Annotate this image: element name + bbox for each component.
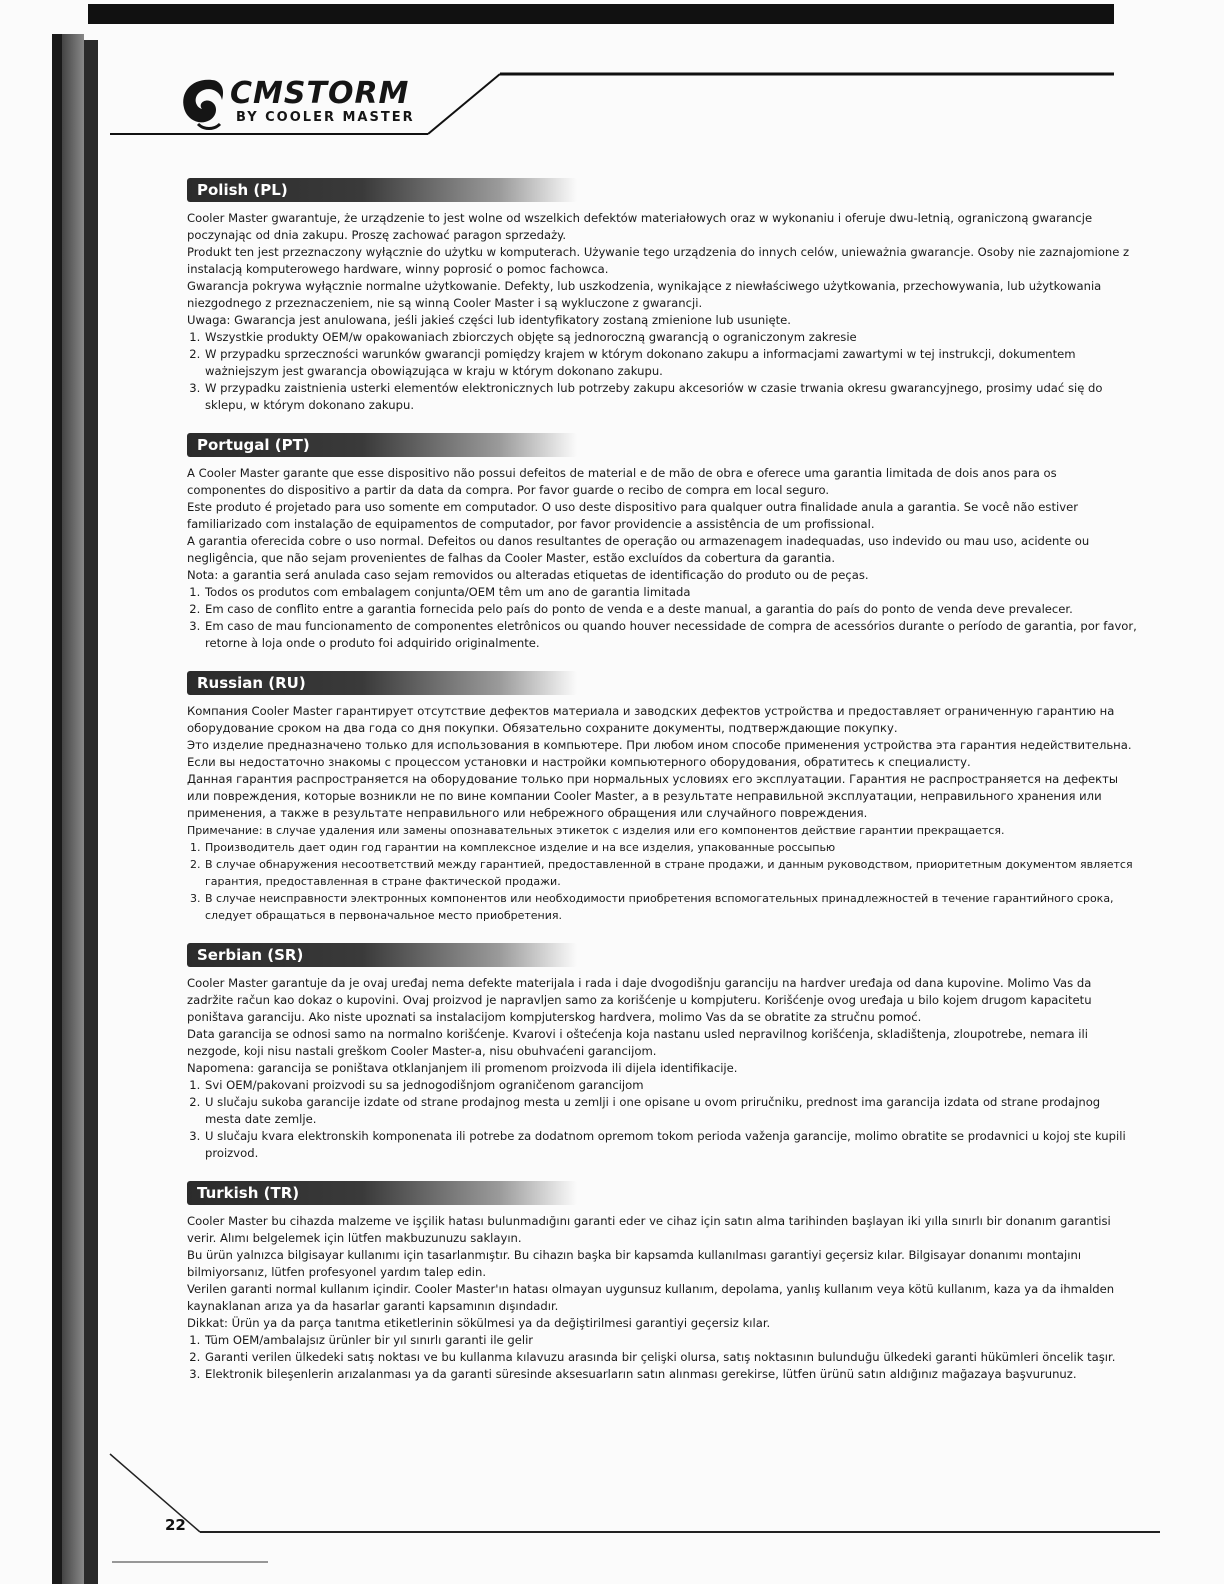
list-item: 2. В случае обнаружения несоответствий между гарантией, предоставленной в стране продажи, и данным руководством, приоритетным документом является гарантия, предоставленная в стране фактической продажи. bbox=[204, 856, 1137, 890]
brand-tagline: BY COOLER MASTER bbox=[236, 110, 415, 125]
section-portugal bbox=[187, 433, 1137, 652]
list-item: 3. Elektronik bileşenlerin arızalanması ya da garanti süresinde aksesuarların satın alınması gerekirse, lütfen ürünü satın aldığınız mağazaya başvurunuz. bbox=[204, 1366, 1137, 1383]
numbered-list bbox=[187, 1077, 1137, 1162]
paragraph: Примечание: в случае удаления или замены опознавательных этикеток с изделия или его компонентов действие гарантии прекращается. bbox=[187, 824, 1005, 837]
paragraph: Napomena: garancija se poništava otklanjanjem ili promenom proizvoda ili dijela identifikacije. bbox=[187, 1061, 738, 1075]
list-item: 2. Em caso de conflito entre a garantia fornecida pelo país do ponto de venda e a deste manual, a garantia do país do ponto de venda deve prevalecer. bbox=[204, 601, 1137, 618]
paragraph: Данная гарантия распространяется на оборудование только при нормальных условиях его эксплуатации. Гарантия не распространяется на дефекты или повреждения, которые возникли не по вине компании Cooler Master, а в результате неправильной эксплуатации, неправильного хранения или применения, а также в результате неправильного или небрежного обращения или случайного повреждения. bbox=[187, 772, 1119, 820]
paragraph: Nota: a garantia será anulada caso sejam removidos ou alteradas etiquetas de identificação do produto ou de peças. bbox=[187, 568, 869, 582]
footer-decoration bbox=[0, 1440, 1224, 1584]
paragraph: Data garancija se odnosi samo na normalno korišćenje. Kvarovi i oštećenja koja nastanu usled nepravilnog korišćenja, skladištenja, zloupotrebe, nemara ili nezgode, koji nisu nastali greškom Cooler Master-a, nisu obuhvaćeni garancijom. bbox=[187, 1027, 1088, 1058]
list-item: 1. Tüm OEM/ambalajsız ürünler bir yıl sınırlı garanti ile gelir bbox=[204, 1332, 1137, 1349]
list-item: 2. Garanti verilen ülkedeki satış noktası ve bu kullanma kılavuzu arasında bir çelişki olursa, satış noktasının bulunduğu ülkedeki garanti hükümleri öncelik taşır. bbox=[204, 1349, 1137, 1366]
list-item: 3. W przypadku zaistnienia usterki elementów elektronicznych lub potrzeby zakupu akcesoriów w czasie trwania okresu gwarancyjnego, prosimy udać się do sklepu, w którym dokonano zakupu. bbox=[204, 380, 1137, 414]
scan-edge-left bbox=[52, 34, 62, 1584]
paragraph: Este produto é projetado para uso somente em computador. O uso deste dispositivo para qualquer outra finalidade anula a garantia. Se você não estiver familiarizado com instalação de equipamentos de computador, por favor providencie a assistência de um profissional. bbox=[187, 500, 1078, 531]
numbered-list bbox=[187, 839, 1137, 924]
list-item: 3. U slučaju kvara elektronskih komponenata ili potrebe za dodatnom opremom tokom perioda važenja garancije, molimo obratite se prodavnici u kojoj ste kupili proizvod. bbox=[204, 1128, 1137, 1162]
list-item: 2. U slučaju sukoba garancije izdate od strane prodajnog mesta u zemlji i one opisane u ovom priručniku, prednost ima garancija izdata od strane prodajnog mesta date zemlje. bbox=[204, 1094, 1137, 1128]
brand-logo bbox=[178, 74, 428, 134]
paragraph: A Cooler Master garante que esse dispositivo não possui defeitos de material e de mão de obra e oferece uma garantia limitada de dois anos para os componentes do dispositivo a partir da data da compra. Por favor guarde o recibo de compra em local seguro. bbox=[187, 466, 1057, 497]
paragraph: Verilen garanti normal kullanım içindir. Cooler Master'ın hatası olmayan uygunsuz kullanım, depolama, yanlış kullanım veya kötü kullanım, kaza ya da ihmalden kaynaklanan arıza ya da hasarlar garanti kapsamının dışındadır. bbox=[187, 1282, 1115, 1313]
section-header: Portugal (PT) bbox=[187, 433, 577, 457]
paragraph: Uwaga: Gwarancja jest anulowana, jeśli jakieś części lub identyfikatory zostaną zmienione lub usunięte. bbox=[187, 313, 791, 327]
section-header: Russian (RU) bbox=[187, 671, 577, 695]
warranty-content bbox=[187, 178, 1137, 1402]
paragraph: Cooler Master gwarantuje, że urządzenie to jest wolne od wszelkich defektów materiałowych oraz w wykonaniu i oferuje dwu-letnią, ograniczoną gwarancje poczynając od dnia zakupu. Proszę zachować paragon sprzedaży. bbox=[187, 211, 1093, 242]
section-polish bbox=[187, 178, 1137, 414]
section-header: Serbian (SR) bbox=[187, 943, 577, 967]
list-item: 1. Wszystkie produkty OEM/w opakowaniach zbiorczych objęte są jednoroczną gwarancją o ograniczonym zakresie bbox=[204, 329, 1137, 346]
paragraph: Это изделие предназначено только для использования в компьютере. При любом ином способе применения устройства эта гарантия недействительна. Если вы недостаточно знакомы с процессом установки и настройки компьютерного оборудования, обратитесь к специалисту. bbox=[187, 738, 1132, 769]
paragraph: Produkt ten jest przeznaczony wyłącznie do użytku w komputerach. Używanie tego urządzenia do innych celów, unieważnia gwarancje. Osoby nie zaznajomione z instalacją komputerowego hardware, winny poprosić o pomoc fachowca. bbox=[187, 245, 1130, 276]
section-russian bbox=[187, 671, 1137, 924]
list-item: 3. Em caso de mau funcionamento de componentes eletrônicos ou quando houver necessidade de compra de acessórios durante o período de garantia, por favor, retorne à loja onde o produto foi adquirido originalmente. bbox=[204, 618, 1137, 652]
list-item: 2. W przypadku sprzeczności warunków gwarancji pomiędzy krajem w którym dokonano zakupu a informacjami zawartymi w tej instrukcji, dokumentem ważniejszym jest gwarancja obowiązująca w kraju w którym dokonano zakupu. bbox=[204, 346, 1137, 380]
footer-rule-diagonal bbox=[110, 1454, 200, 1532]
numbered-list bbox=[187, 329, 1137, 414]
list-item: 3. В случае неисправности электронных компонентов или необходимости приобретения вспомогательных принадлежностей в течение гарантийного срока, следует обращаться в первоначальное место приобретения. bbox=[204, 890, 1137, 924]
header-rule-diagonal bbox=[428, 74, 500, 134]
section-header: Turkish (TR) bbox=[187, 1181, 577, 1205]
paragraph: Dikkat: Ürün ya da parça tanıtma etiketlerinin sökülmesi ya da değiştirilmesi garantiyi geçersiz kılar. bbox=[187, 1316, 771, 1330]
list-item: 1. Производитель дает один год гарантии на комплексное изделие и на все изделия, упакованные россыпью bbox=[204, 839, 1137, 856]
page-number: 22 bbox=[165, 1516, 186, 1534]
scan-edge-strip bbox=[62, 34, 84, 1584]
numbered-list bbox=[187, 1332, 1137, 1383]
swirl-logo-icon bbox=[178, 74, 228, 134]
numbered-list bbox=[187, 584, 1137, 652]
paragraph: A garantia oferecida cobre o uso normal. Defeitos ou danos resultantes de operação ou armazenagem inadequadas, uso indevido ou mau uso, acidente ou negligência, que não sejam provenientes de falhas da Cooler Master, estão excluídos da cobertura da garantia. bbox=[187, 534, 1090, 565]
paragraph: Gwarancja pokrywa wyłącznie normalne użytkowanie. Defekty, lub uszkodzenia, wynikające z niewłaściwego użytkowania, przechowywania, lub użytkowania niezgodnego z przeznaczeniem, nie są winną Cooler Master i są wykluczone z gwarancji. bbox=[187, 279, 1102, 310]
list-item: 1. Svi OEM/pakovani proizvodi su sa jednogodišnjom ograničenom garancijom bbox=[204, 1077, 1137, 1094]
section-serbian bbox=[187, 943, 1137, 1162]
list-item: 1. Todos os produtos com embalagem conjunta/OEM têm um ano de garantia limitada bbox=[204, 584, 1137, 601]
paragraph: Компания Cooler Master гарантирует отсутствие дефектов материала и заводских дефектов устройства и предоставляет ограниченную гарантию на оборудование сроком на два года со дня покупки. Обязательно сохраните документы, подтверждающие покупку. bbox=[187, 704, 1115, 735]
scan-edge-left-inner bbox=[84, 40, 98, 1584]
paragraph: Cooler Master bu cihazda malzeme ve işçilik hatası bulunmadığını garanti eder ve cihaz için satın alma tarihinden başlayan iki yılla sınırlı bir donanım garantisi verir. Alımı belgelemek için lütfen makbuzunuzu saklayın. bbox=[187, 1214, 1111, 1245]
section-header: Polish (PL) bbox=[187, 178, 577, 202]
section-turkish bbox=[187, 1181, 1137, 1383]
paragraph: Bu ürün yalnızca bilgisayar kullanımı için tasarlanmıştır. Bu cihazın başka bir kapsamda kullanılması garantiyi geçersiz kılar. Bilgisayar donanımı montajını bilmiyorsanız, lütfen profesyonel yardım talep edin. bbox=[187, 1248, 1082, 1279]
paragraph: Cooler Master garantuje da je ovaj uređaj nema defekte materijala i rada i daje dvogodišnju garanciju na hardver uređaja od dana kupovine. Molimo Vas da zadržite račun kao dokaz o kupovini. Ovaj proizvod je napravljen samo za korišćenje u kompjuteru. Korišćenje ovog uređaja u bilo kojem drugom kapacitetu poništava garanciju. Ako niste upoznati sa instalacijom kompjuterskog hardvera, molimo Vas da se obratite za stručnu pomoć. bbox=[187, 976, 1092, 1024]
brand-wordmark: CMSTORM bbox=[230, 76, 410, 111]
